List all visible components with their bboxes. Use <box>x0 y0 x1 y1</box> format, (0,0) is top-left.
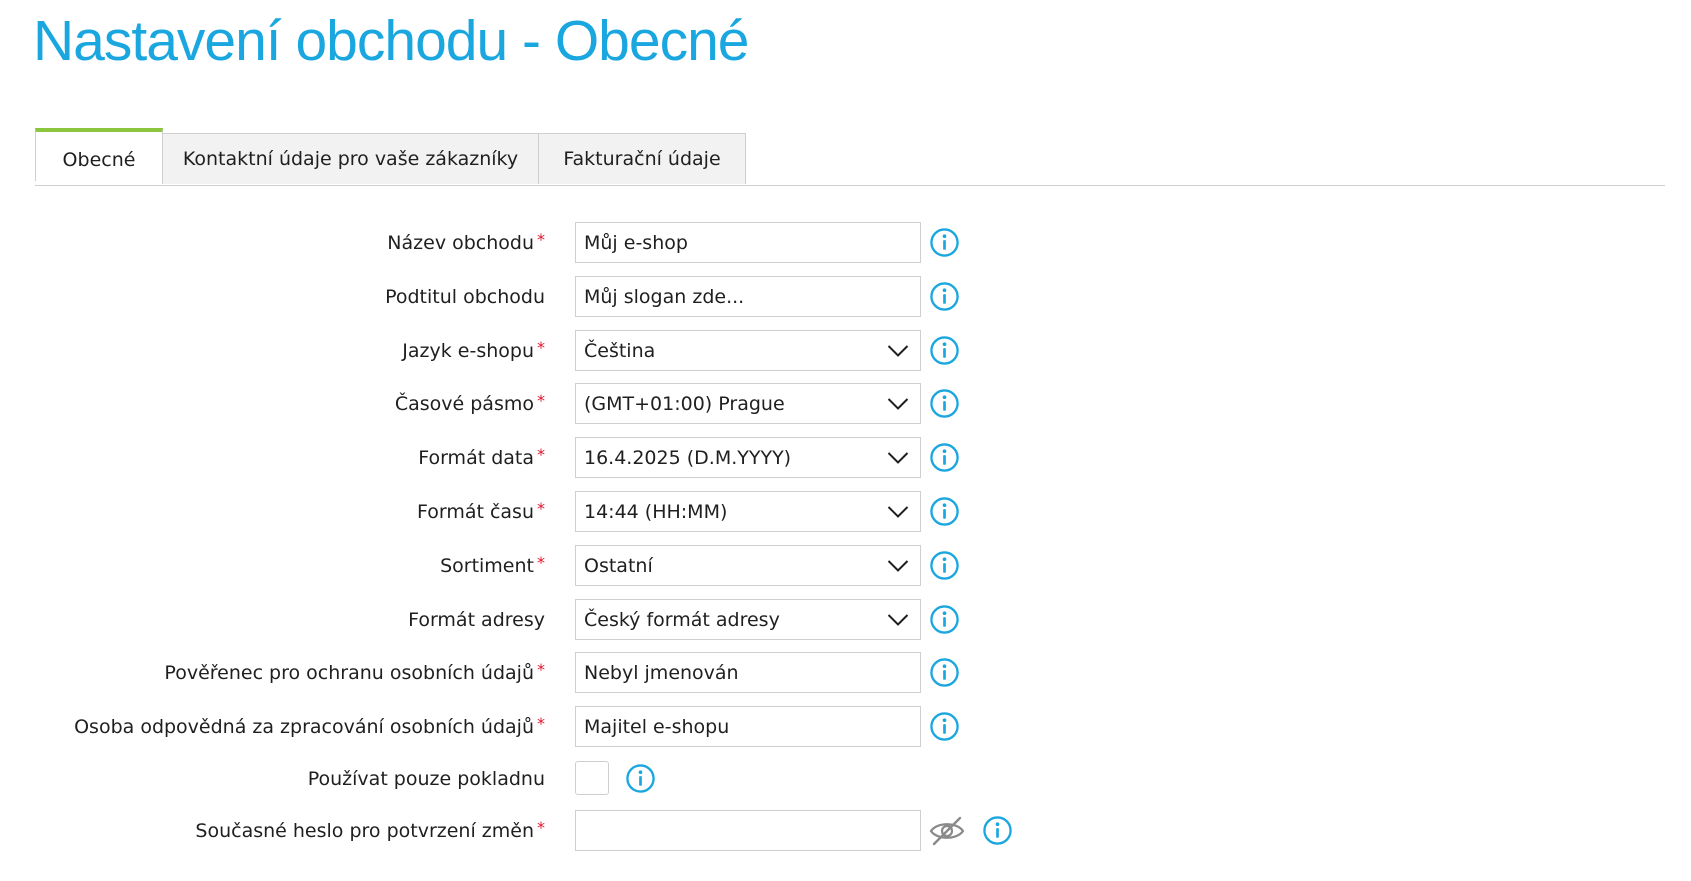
info-icon[interactable] <box>929 550 960 581</box>
language-label: Jazyk e-shopu * <box>402 338 545 362</box>
date-format-select-value: 16.4.2025 (D.M.YYYY) <box>584 446 792 469</box>
shop-subtitle-input[interactable] <box>575 276 921 317</box>
form-row-data-controller <box>0 706 1100 747</box>
required-marker: * <box>537 714 545 733</box>
info-icon[interactable] <box>929 442 960 473</box>
assortment-select-value: Ostatní <box>584 554 653 577</box>
required-marker: * <box>537 818 545 837</box>
current-password-label: Současné heslo pro potvrzení změn * <box>195 818 545 842</box>
shop-name-input[interactable] <box>575 222 921 263</box>
data-controller-input-control[interactable] <box>584 716 912 738</box>
shop-name-label: Název obchodu * <box>387 230 545 254</box>
time-format-select-value: 14:44 (HH:MM) <box>584 500 728 523</box>
time-format-label: Formát času * <box>416 499 545 523</box>
timezone-select-value: (GMT+01:00) Prague <box>584 392 785 415</box>
form-row-address-format <box>0 599 1100 640</box>
form-row-pos-only <box>0 758 1100 799</box>
dpo-input[interactable] <box>575 652 921 693</box>
address-format-label: Formát adresy <box>408 608 545 631</box>
shop-subtitle-label: Podtitul obchodu <box>385 285 545 308</box>
assortment-label: Sortiment * <box>440 553 545 577</box>
form-row-date-format <box>0 437 1100 478</box>
form-row-current-password <box>0 810 1100 851</box>
dpo-label: Pověřenec pro ochranu osobních údajů * <box>164 660 545 684</box>
required-marker: * <box>537 660 545 679</box>
required-marker: * <box>537 445 545 464</box>
tab-bar <box>35 128 1665 186</box>
required-marker: * <box>537 499 545 518</box>
info-icon[interactable] <box>929 496 960 527</box>
chevron-down-icon <box>886 339 910 363</box>
tab-contact-details[interactable]: Kontaktní údaje pro vaše zákazníky <box>162 133 539 184</box>
chevron-down-icon <box>886 446 910 470</box>
address-format-select-value: Český formát adresy <box>584 608 780 631</box>
data-controller-input[interactable] <box>575 706 921 747</box>
info-icon[interactable] <box>929 335 960 366</box>
chevron-down-icon <box>886 392 910 416</box>
chevron-down-icon <box>886 608 910 632</box>
timezone-select[interactable] <box>575 383 921 424</box>
time-format-select[interactable] <box>575 491 921 532</box>
required-marker: * <box>537 391 545 410</box>
info-icon[interactable] <box>625 763 656 794</box>
chevron-down-icon <box>886 500 910 524</box>
required-marker: * <box>537 553 545 572</box>
date-format-select[interactable] <box>575 437 921 478</box>
tab-billing-details[interactable]: Fakturační údaje <box>538 133 746 184</box>
shop-name-input-control[interactable] <box>584 232 912 254</box>
assortment-select[interactable] <box>575 545 921 586</box>
required-marker: * <box>537 338 545 357</box>
form-row-time-format <box>0 491 1100 532</box>
current-password-input-control[interactable] <box>584 820 912 842</box>
timezone-label: Časové pásmo * <box>394 391 545 415</box>
form-row-timezone <box>0 383 1100 424</box>
eye-slash-icon[interactable] <box>928 814 966 848</box>
address-format-select[interactable] <box>575 599 921 640</box>
current-password-input[interactable] <box>575 810 921 851</box>
info-icon[interactable] <box>929 388 960 419</box>
info-icon[interactable] <box>982 815 1013 846</box>
data-controller-label: Osoba odpovědná za zpracování osobních údajů * <box>74 714 545 738</box>
info-icon[interactable] <box>929 711 960 742</box>
info-icon[interactable] <box>929 281 960 312</box>
language-select[interactable] <box>575 330 921 371</box>
pos-only-label: Používat pouze pokladnu <box>307 767 545 790</box>
form-row-shop-name <box>0 222 1100 263</box>
form-row-shop-subtitle <box>0 276 1100 317</box>
chevron-down-icon <box>886 554 910 578</box>
form-row-assortment <box>0 545 1100 586</box>
form-row-dpo <box>0 652 1100 693</box>
pos-only-checkbox[interactable] <box>575 761 609 795</box>
tab-general[interactable]: Obecné <box>35 128 163 181</box>
dpo-input-control[interactable] <box>584 662 912 684</box>
info-icon[interactable] <box>929 227 960 258</box>
required-marker: * <box>537 230 545 249</box>
info-icon[interactable] <box>929 604 960 635</box>
language-select-value: Čeština <box>584 339 656 362</box>
shop-subtitle-input-control[interactable] <box>584 286 912 308</box>
form-row-language <box>0 330 1100 371</box>
page-title: Nastavení obchodu - Obecné <box>33 9 749 73</box>
info-icon[interactable] <box>929 657 960 688</box>
date-format-label: Formát data * <box>418 445 545 469</box>
